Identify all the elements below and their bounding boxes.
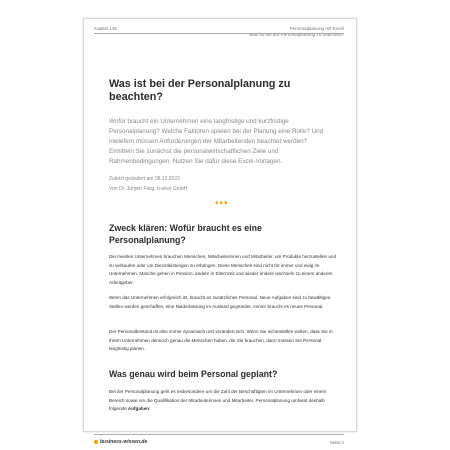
paragraph: Die meisten Unternehmen brauchen Menschen, Mitarbeiterinnen und Mitarbeiter, um Produkte herzustellen und zu verkaufen oder um Dienstleistungen zu erbringen. Diese Menschen sind nicht für immer und ewig im Unternehmen. Manche gehen in Pension, andere in Elternzeit und wieder andere wechseln zu einem anderen Arbeitgeber. <box>109 254 337 285</box>
paragraph: Wenn das Unternehmen erfolgreich ist, braucht es zusätzliches Personal. Neue Aufgaben sind zu bewältigen. Stellen werden geschaffen, eine Niederlassung im Ausland gegründet. Immer braucht es neues Personal. <box>109 295 332 309</box>
document-page <box>83 18 357 445</box>
paragraph-bold: Aufgaben: <box>127 406 151 411</box>
article-intro: Wofür braucht ein Unternehmen eine langfristige und kurzfristige Personalplanung? Welche Faktoren spielen bei der Planung eine Rolle? Und inwiefern müssen Anforderungen der Mitarbeitenden beachtet werden? Ermitteln Sie zunächst die personalwirtschaftlichen Ziele und Rahmenbedingungen. Nutzen Sie dafür diese Excel-Vorlagen. <box>109 118 324 165</box>
updated-date: Zuletzt geändert am 08.12.2022 <box>109 176 180 182</box>
footer-divider <box>94 434 344 435</box>
footer-logo <box>94 439 147 445</box>
page-number: Seite 2 <box>329 440 344 445</box>
header-chapter: Kapitel 136 <box>94 26 117 31</box>
logo-dot-icon <box>94 440 98 444</box>
article-title: Was ist bei der Personalplanung zu beachten? <box>109 78 291 103</box>
paragraph-text: Bei der Personalplanung geht es insbesondere um die Zahl der Beschäftigten im Unternehmen oder einem Bereich sowie um die Qualifikation der Mitarbeiterinnen und Mitarbeiter. Personalplanung umfasst deshalb folgende <box>109 389 327 411</box>
footer-logo-text: business-wissen.de <box>100 439 148 445</box>
section-heading-purpose: Zweck klären: Wofür braucht es eine Personalplanung? <box>109 223 262 245</box>
section-divider-dots: ••• <box>215 198 229 209</box>
paragraph: Der Personalbestand ist also immer dynamisch und verändert sich. Wenn Sie sicherstellen wollen, dass Sie in Ihrem Unternehmen dennoch genau die Menschen haben, die Sie brauchen, dann müssen Sie Personal langfristig planen. <box>109 329 333 351</box>
author-line: Von Dr. Jürgen Fleig, b-wise GmbH <box>109 186 188 192</box>
header-title-line2: Was ist bei der Personalplanung zu beachten? <box>249 32 344 37</box>
section-heading-planning: Was genau wird beim Personal geplant? <box>109 369 278 379</box>
paragraph <box>109 388 339 414</box>
header-title-line1: Personalplanung mit Excel <box>289 26 344 31</box>
header-divider <box>94 33 344 34</box>
